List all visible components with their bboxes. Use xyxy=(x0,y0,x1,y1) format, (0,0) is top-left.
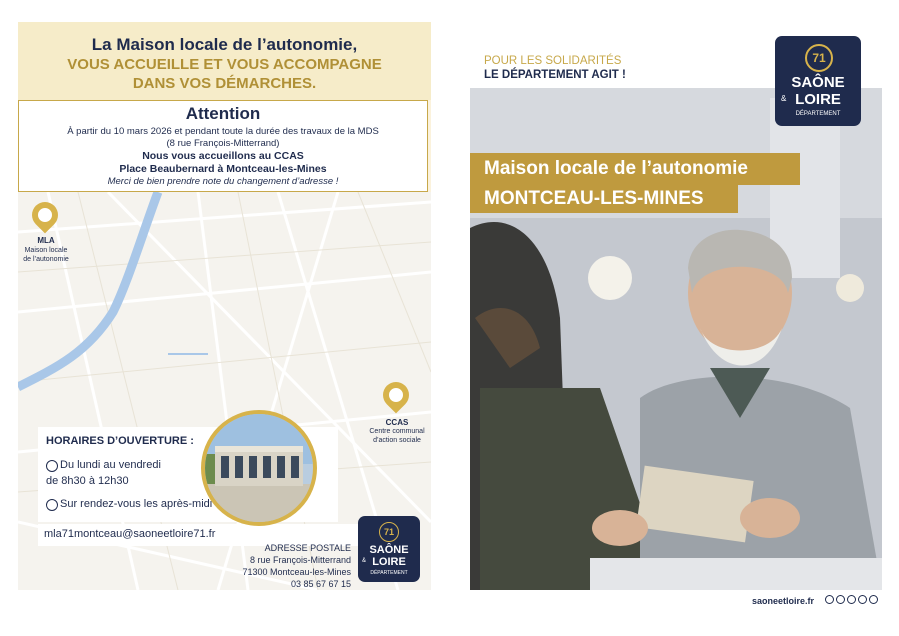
title-band-1 xyxy=(470,153,800,185)
header-line-2: VOUS ACCUEILLE ET VOUS ACCOMPAGNE xyxy=(67,56,382,73)
logo-line-2: LOIRE xyxy=(372,556,406,568)
linkedin-icon[interactable] xyxy=(858,595,867,604)
address-line-1: 8 rue François-Mitterrand xyxy=(249,555,351,565)
left-header xyxy=(18,22,431,100)
logo-71-icon: 71 xyxy=(805,44,833,72)
website-link[interactable]: saoneetloire.fr xyxy=(752,596,815,606)
logo-amp: & xyxy=(781,94,787,103)
tagline-2: LE DÉPARTEMENT AGIT ! xyxy=(484,69,626,81)
logo-line-1: SAÔNE xyxy=(791,74,845,91)
clock-icon xyxy=(46,499,58,511)
header-line-3: DANS VOS DÉMARCHES. xyxy=(132,75,317,92)
attention-line-1: À partir du 10 mars 2026 et pendant toute la durée des travaux de la MDS xyxy=(67,126,379,137)
cover-subtitle: MONTCEAU-LES-MINES xyxy=(484,188,704,209)
mla-pin-label-2: de l’autonomie xyxy=(23,256,69,263)
facebook-icon[interactable] xyxy=(825,595,834,604)
header-line-1: La Maison locale de l’autonomie, xyxy=(91,35,358,54)
youtube-icon[interactable] xyxy=(869,595,878,604)
attention-line-4: Place Beaubernard à Montceau-les-Mines xyxy=(119,163,327,175)
logo-71-icon: 71 xyxy=(379,522,399,542)
building-photo xyxy=(201,410,317,526)
left-flyer-page xyxy=(18,22,431,590)
ccas-pin-label-2: d’action sociale xyxy=(373,437,421,444)
attention-line-3: Nous vous accueillons au CCAS xyxy=(142,150,304,162)
cover-title: Maison locale de l’autonomie xyxy=(484,158,748,179)
title-band-2 xyxy=(470,185,738,213)
address-title: ADRESSE POSTALE xyxy=(264,543,351,553)
logo-line-2: LOIRE xyxy=(795,91,841,108)
logo-amp: & xyxy=(362,558,367,564)
instagram-icon[interactable] xyxy=(836,595,845,604)
ccas-pin-label-1: Centre communal xyxy=(369,428,425,435)
mla-pin-label-1: Maison locale xyxy=(24,247,68,254)
tagline-1: POUR LES SOLIDARITÉS xyxy=(484,55,622,67)
postal-address xyxy=(218,542,351,590)
mla-pin-code: MLA xyxy=(37,236,55,245)
saone-et-loire-logo xyxy=(775,36,861,126)
email-link[interactable]: mla71montceau@saoneetloire71.fr xyxy=(44,528,216,540)
hours-line-2: de 8h30 à 12h30 xyxy=(46,475,129,487)
logo-line-3: DÉPARTEMENT xyxy=(795,111,841,117)
address-phone: 03 85 67 67 15 xyxy=(290,579,351,589)
attention-line-5: Merci de bien prendre note du changement d’adresse ! xyxy=(107,176,339,187)
x-icon[interactable] xyxy=(847,595,856,604)
logo-line-1: SAÔNE xyxy=(369,544,409,556)
attention-line-2: (8 rue François-Mitterrand) xyxy=(166,138,280,149)
saone-et-loire-logo xyxy=(358,516,420,582)
hours-line-3: Sur rendez-vous les après-midi xyxy=(60,498,213,510)
ccas-pin-code: CCAS xyxy=(385,418,409,427)
clock-icon xyxy=(46,460,58,472)
hours-line-1: Du lundi au vendredi xyxy=(60,459,161,471)
address-line-2: 71300 Montceau-les-Mines xyxy=(242,567,351,577)
hours-title: HORAIRES D’OUVERTURE : xyxy=(46,435,194,447)
logo-line-3: DÉPARTEMENT xyxy=(370,570,408,576)
attention-title: Attention xyxy=(185,104,261,123)
attention-notice xyxy=(18,100,428,192)
